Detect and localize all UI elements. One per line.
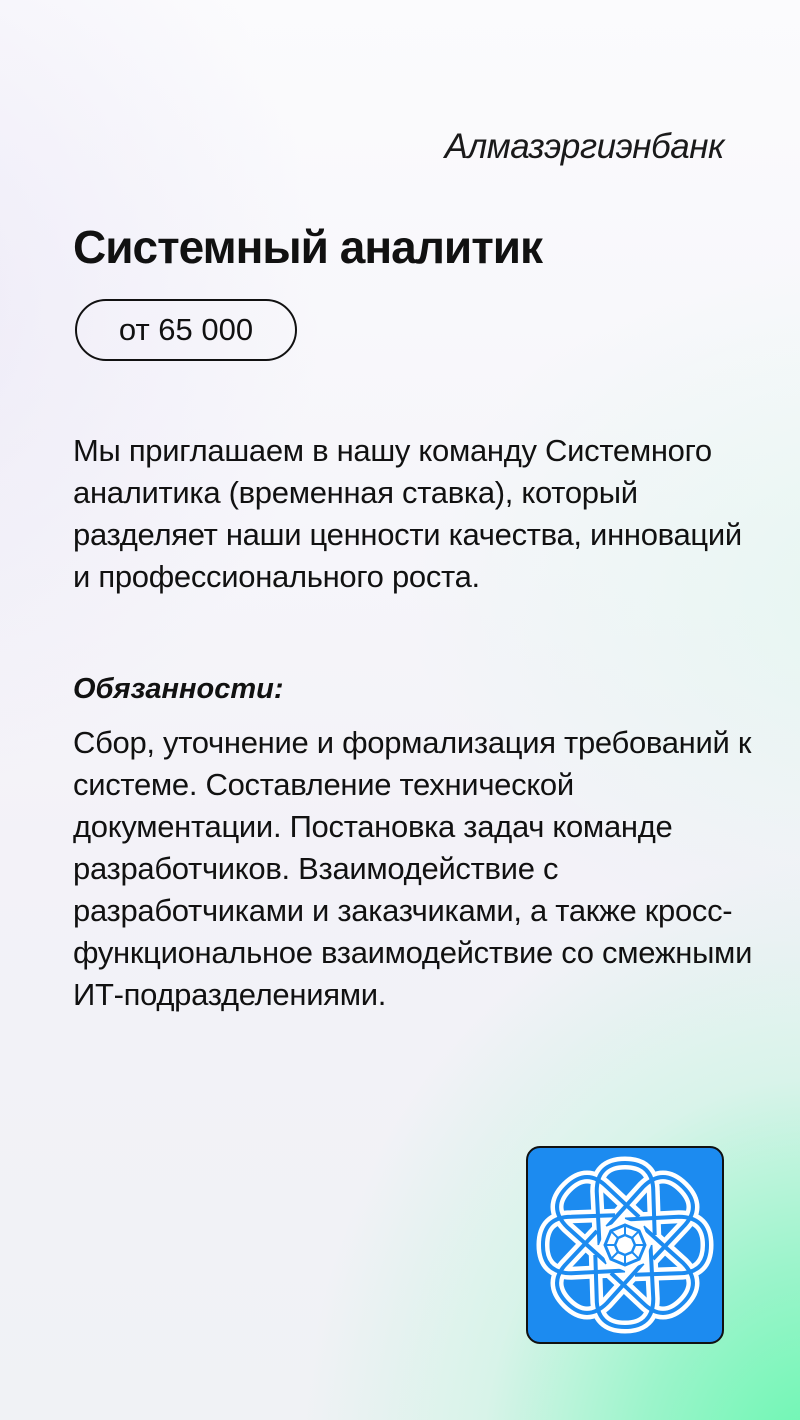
job-title: Системный аналитик — [73, 221, 543, 273]
intro-text: Мы приглашаем в нашу команду Системного аналитика (временная ставка), который разделяет наши ценности качества, инноваций и профессионального роста. — [73, 433, 742, 594]
bank-logo-icon — [526, 1146, 724, 1344]
salary-label: от 65 000 — [118, 312, 254, 347]
salary-badge — [75, 299, 297, 361]
duties-heading: Обязанности: — [73, 673, 284, 705]
company-name: Алмазэргиэнбанк — [444, 127, 724, 166]
duties-text: Сбор, уточнение и формализация требований к системе. Составление технической документации. Постановка задач команде разработчиков. Взаимодействие с разработчиками и заказчиками, а также кросс-функциональное взаимодействие со смежными ИТ-подразделениями. — [73, 725, 753, 1012]
